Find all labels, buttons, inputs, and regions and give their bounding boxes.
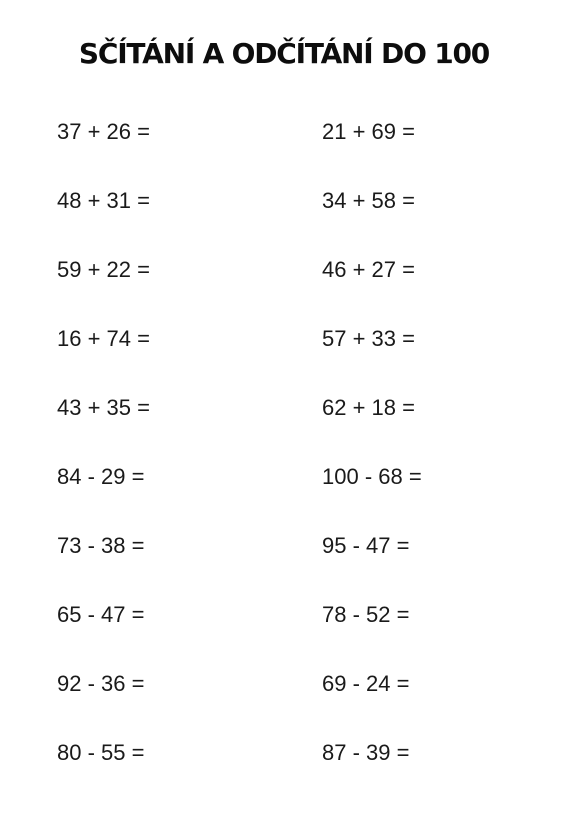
problem-left: 43 + 35 = [57, 395, 150, 420]
problem-right: 100 - 68 = [322, 464, 422, 489]
problem-left: 84 - 29 = [57, 464, 145, 489]
problem-row [0, 668, 568, 737]
problem-right: 78 - 52 = [322, 602, 410, 627]
problem-right: 46 + 27 = [322, 257, 415, 282]
problem-row [0, 461, 568, 530]
problem-right: 57 + 33 = [322, 326, 415, 351]
worksheet-title: SČÍTÁNÍ A ODČÍTÁNÍ DO 100 [78, 37, 490, 70]
problem-right: 62 + 18 = [322, 395, 415, 420]
problem-right: 95 - 47 = [322, 533, 410, 558]
problem-row [0, 185, 568, 254]
problem-row [0, 392, 568, 461]
problem-row [0, 323, 568, 392]
problem-row [0, 530, 568, 599]
problem-left: 65 - 47 = [57, 602, 145, 627]
problem-grid [0, 116, 568, 806]
problem-left: 73 - 38 = [57, 533, 145, 558]
problem-left: 92 - 36 = [57, 671, 145, 696]
problem-row [0, 116, 568, 185]
problem-left: 48 + 31 = [57, 188, 150, 213]
problem-right: 21 + 69 = [322, 119, 415, 144]
problem-right: 87 - 39 = [322, 740, 410, 765]
problem-left: 80 - 55 = [57, 740, 145, 765]
problem-left: 16 + 74 = [57, 326, 150, 351]
problem-row [0, 254, 568, 323]
problem-left: 59 + 22 = [57, 257, 150, 282]
problem-row [0, 737, 568, 806]
problem-right: 34 + 58 = [322, 188, 415, 213]
problem-left: 37 + 26 = [57, 119, 150, 144]
problem-right: 69 - 24 = [322, 671, 410, 696]
problem-row [0, 599, 568, 668]
